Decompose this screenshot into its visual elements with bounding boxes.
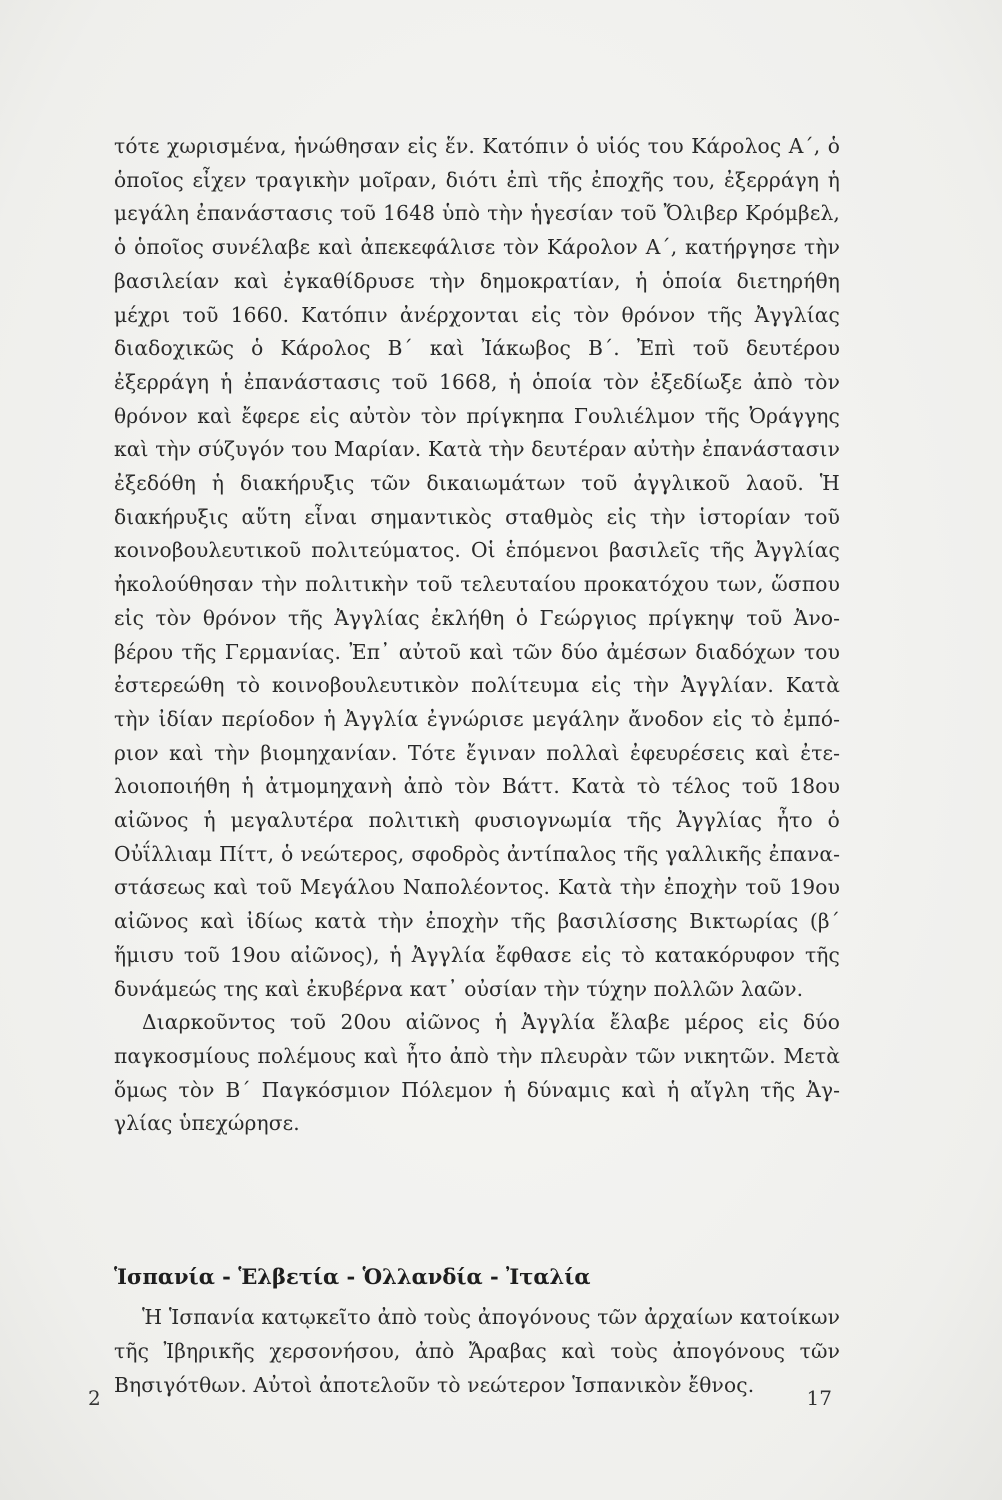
- section-heading: Ἱσπανία - Ἑλβετία - Ὁλλανδία - Ἰταλία: [114, 1264, 591, 1290]
- signature-mark: 2: [88, 1386, 101, 1410]
- body-paragraph-2: Διαρκοῦντος τοῦ 20ου αἰῶνος ἡ Ἀγγλία ἔλαβε μέρος εἰς δύο παγκοσμίους πολέμους καὶ ἦτο ἀπὸ τὴν πλευρὰν τῶν νικητῶν. Μετὰ ὅμως τὸν Β΄ Παγκόσμιον Πόλεμον ἡ δύναμις καὶ ἡ αἴγλη τῆς Ἀγγλίας ὑπεχώρησε.: [114, 1010, 840, 1136]
- section-paragraph-1: Ἡ Ἱσπανία κατῳκεῖτο ἀπὸ τοὺς ἀπογόνους τῶν ἀρχαίων κατοίκων τῆς Ἰβηρικῆς χερσονήσου, ἀπὸ Ἄραβας καὶ τοὺς ἀπογόνους τῶν Βησιγότθων. Αὐτοὶ ἀποτελοῦν τὸ νεώτερον Ἱσπανικὸν ἔθνος.: [114, 1305, 840, 1397]
- body-paragraph-1: τότε χωρισμένα, ἡνώθησαν εἰς ἕν. Κατόπιν ὁ υἱός του Κάρολος Α΄, ὁ ὁποῖος εἶχεν τραγικὴν μοῖραν, διότι ἐπὶ τῆς ἐποχῆς του, ἐξερράγη ἡ μεγάλη ἐπανάστασις τοῦ 1648 ὑπὸ τὴν ἡγεσίαν τοῦ Ὄλιβερ Κρόμβελ, ὁ ὁποῖος συνέλαβε καὶ ἀπεκεφάλισε τὸν Κάρολον Α΄, κατήργησε τὴν βασιλείαν καὶ ἐγκαθίδρυσε τὴν δημοκρατίαν, ἡ ὁποία διετηρήθη μέχρι τοῦ 1660. Κατόπιν ἀνέρχονται εἰς τὸν θρόνον τῆς Ἀγγλίας διαδοχικῶς ὁ Κάρολος Β΄ καὶ Ἰάκωβος Β΄. Ἐπὶ τοῦ δευτέρου ἐξερράγη ἡ ἐπανάστασις τοῦ 1668, ἡ ὁποία τὸν ἐξεδίωξε ἀπὸ τὸν θρόνον καὶ ἔφερε εἰς αὐτὸν τὸν πρίγκηπα Γουλιέλμον τῆς Ὀράγγης καὶ τὴν σύζυγόν του Μαρίαν. Κατὰ τὴν δευτέραν αὐτὴν ἐπανάστασιν ἐξεδόθη ἡ διακήρυξις τῶν δικαιωμάτων τοῦ ἀγγλικοῦ λαοῦ. Ἡ διακήρυξις αὕτη εἶναι σημαντικὸς σταθμὸς εἰς τὴν ἱστορίαν τοῦ κοινοβουλευτικοῦ πολιτεύματος. Οἱ ἑπόμενοι βασιλεῖς τῆς Ἀγγλίας ἠκολούθησαν τὴν πολιτικὴν τοῦ τελευταίου προκατόχου των, ὥσπου εἰς τὸν θρόνον τῆς Ἀγγλίας ἐκλήθη ὁ Γεώργιος πρίγκηψ τοῦ Ἀνοβέρου τῆς Γερμανίας. Ἐπ᾽ αὐτοῦ καὶ τῶν δύο ἀμέσων διαδόχων του ἐστερεώθη τὸ κοινοβουλευτικὸν πολίτευμα εἰς τὴν Ἀγγλίαν. Κατὰ τὴν ἰδίαν περίοδον ἡ Ἀγγλία ἐγνώρισε μεγάλην ἄνοδον εἰς τὸ ἐμπόριον καὶ τὴν βιομηχανίαν. Τότε ἔγιναν πολλαὶ ἐφευρέσεις καὶ ἐτελοιοποιήθη ἡ ἀτμομηχανὴ ἀπὸ τὸν Βάττ. Κατὰ τὸ τέλος τοῦ 18ου αἰῶνος ἡ μεγαλυτέρα πολιτικὴ φυσιογνωμία τῆς Ἀγγλίας ἦτο ὁ Οὐΐλλιαμ Πίττ, ὁ νεώτερος, σφοδρὸς ἀντίπαλος τῆς γαλλικῆς ἐπαναστάσεως καὶ τοῦ Μεγάλου Ναπολέοντος. Κατὰ τὴν ἐποχὴν τοῦ 19ου αἰῶνος καὶ ἰδίως κατὰ τὴν ἐποχὴν τῆς βασιλίσσης Βικτωρίας (β΄ ἥμισυ τοῦ 19ου αἰῶνος), ἡ Ἀγγλία ἔφθασε εἰς τὸ κατακόρυφον τῆς δυνάμεώς της καὶ ἐκυβέρνα κατ᾽ οὐσίαν τὴν τύχην πολλῶν λαῶν.: [114, 134, 840, 1001]
- text-column: [114, 130, 840, 1402]
- page-number: 17: [806, 1386, 832, 1410]
